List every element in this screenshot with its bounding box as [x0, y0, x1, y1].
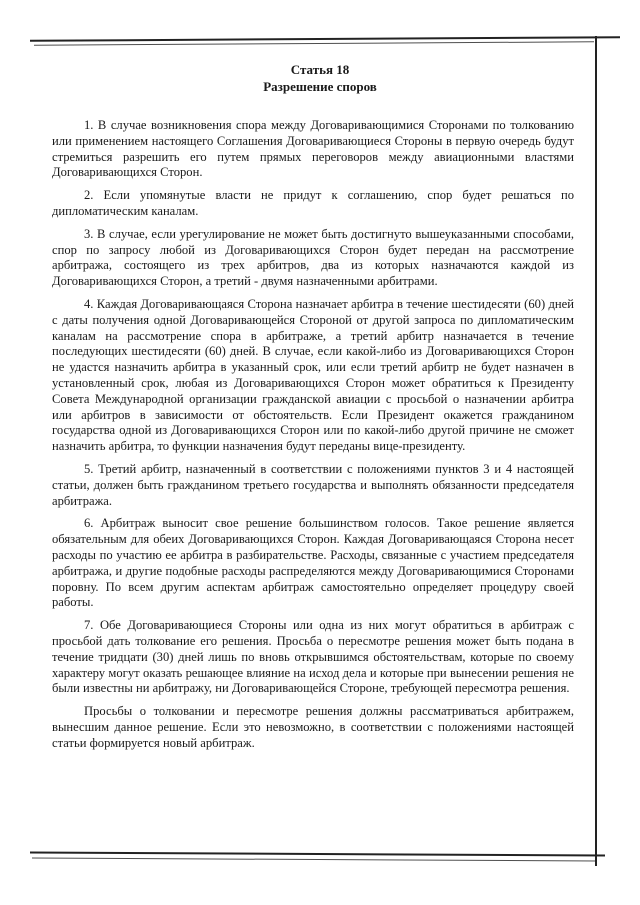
- paragraph-1: 1. В случае возникновения спора между Договаривающимися Сторонами по толкованию или применением настоящего Соглашения Договаривающиеся Стороны в первую очередь будут стремиться разрешить его путем прямых переговоров между авиационными властями Договаривающихся Сторон.: [52, 118, 574, 180]
- bottom-border-line-thin: [32, 858, 597, 862]
- paragraph-7: 7. Обе Договаривающиеся Стороны или одна из них могут обратиться в арбитраж с просьбой дать толкование его решения. Просьба о пересмотре решения может быть подана в течение тридцати (30) дней лишь по вновь открывшимся обстоятельствам, которые по своему характеру могут оказать решающее влияние на исход дела и которые при вынесении решения не были известны ни арбитражу, ни Договаривающейся Стороне, требующей пересмотра решения.: [52, 618, 574, 696]
- article-title: Статья 18: [290, 62, 350, 77]
- paragraph-6: 6. Арбитраж выносит свое решение большинством голосов. Такое решение является обязательным для обеих Договаривающихся Сторон. Каждая Договаривающаяся Сторона несет расходы по участию ее арбитра в разбирательстве. Расходы, связанные с участием председателя арбитража, и другие подобные расходы распределяются между Договаривающимися Сторонами поровну. По всем другим аспектам арбитраж самостоятельно определяет процедуру своей работы.: [52, 516, 574, 610]
- top-border-line-thin: [34, 41, 594, 45]
- paragraph-3: 3. В случае, если урегулирование не может быть достигнуто вышеуказанными способами, спор по запросу любой из Договаривающихся Сторон будет передан на рассмотрение арбитража, состоящего из трех арбитров, два из которых назначаются каждой из Договаривающихся Сторон, а третий - двумя назначенными арбитрами.: [52, 226, 574, 289]
- bottom-border-line: [30, 851, 605, 856]
- right-border-line: [595, 36, 597, 866]
- paragraph-5: 5. Третий арбитр, назначенный в соответствии с положениями пунктов 3 и 4 настоящей статьи, должен быть гражданином третьего государства и выполнять обязанности председателя арбитража.: [52, 461, 574, 508]
- article-body: [52, 118, 574, 758]
- paragraph-2: 2. Если упомянутые власти не придут к соглашению, спор будет решаться по дипломатическим каналам.: [52, 188, 574, 218]
- paragraph-4: 4. Каждая Договаривающаяся Сторона назначает арбитра в течение шестидесяти (60) дней с даты получения одной Договаривающейся Стороной от другой запроса по дипломатическим каналам на рассмотрение спора в арбитраже, а третий арбитр назначается в течение последующих шестидесяти (60) дней. В случае, если какой-либо из Договаривающихся Сторон не удастся назначить арбитра в указанный срок, или если третий арбитр не будет назначен в установленный срок, любая из Договаривающихся Сторон может обратиться к Президенту Совета Международной организации гражданской авиации с просьбой о назначении арбитра или арбитров в зависимости от обстоятельств. Если Президент окажется гражданином государства одной из Договаривающихся Сторон или по какой-либо другой причине не сможет назначить арбитра, то функции назначения будут переданы вице-президенту.: [52, 296, 574, 454]
- article-subtitle: Разрешение споров: [263, 79, 377, 94]
- paragraph-8: Просьбы о толковании и пересмотре решения должны рассматриваться арбитражем, вынесшим данное решение. Если это невозможно, в соответствии с положениями настоящей статьи формируется новый арбитраж.: [52, 704, 574, 750]
